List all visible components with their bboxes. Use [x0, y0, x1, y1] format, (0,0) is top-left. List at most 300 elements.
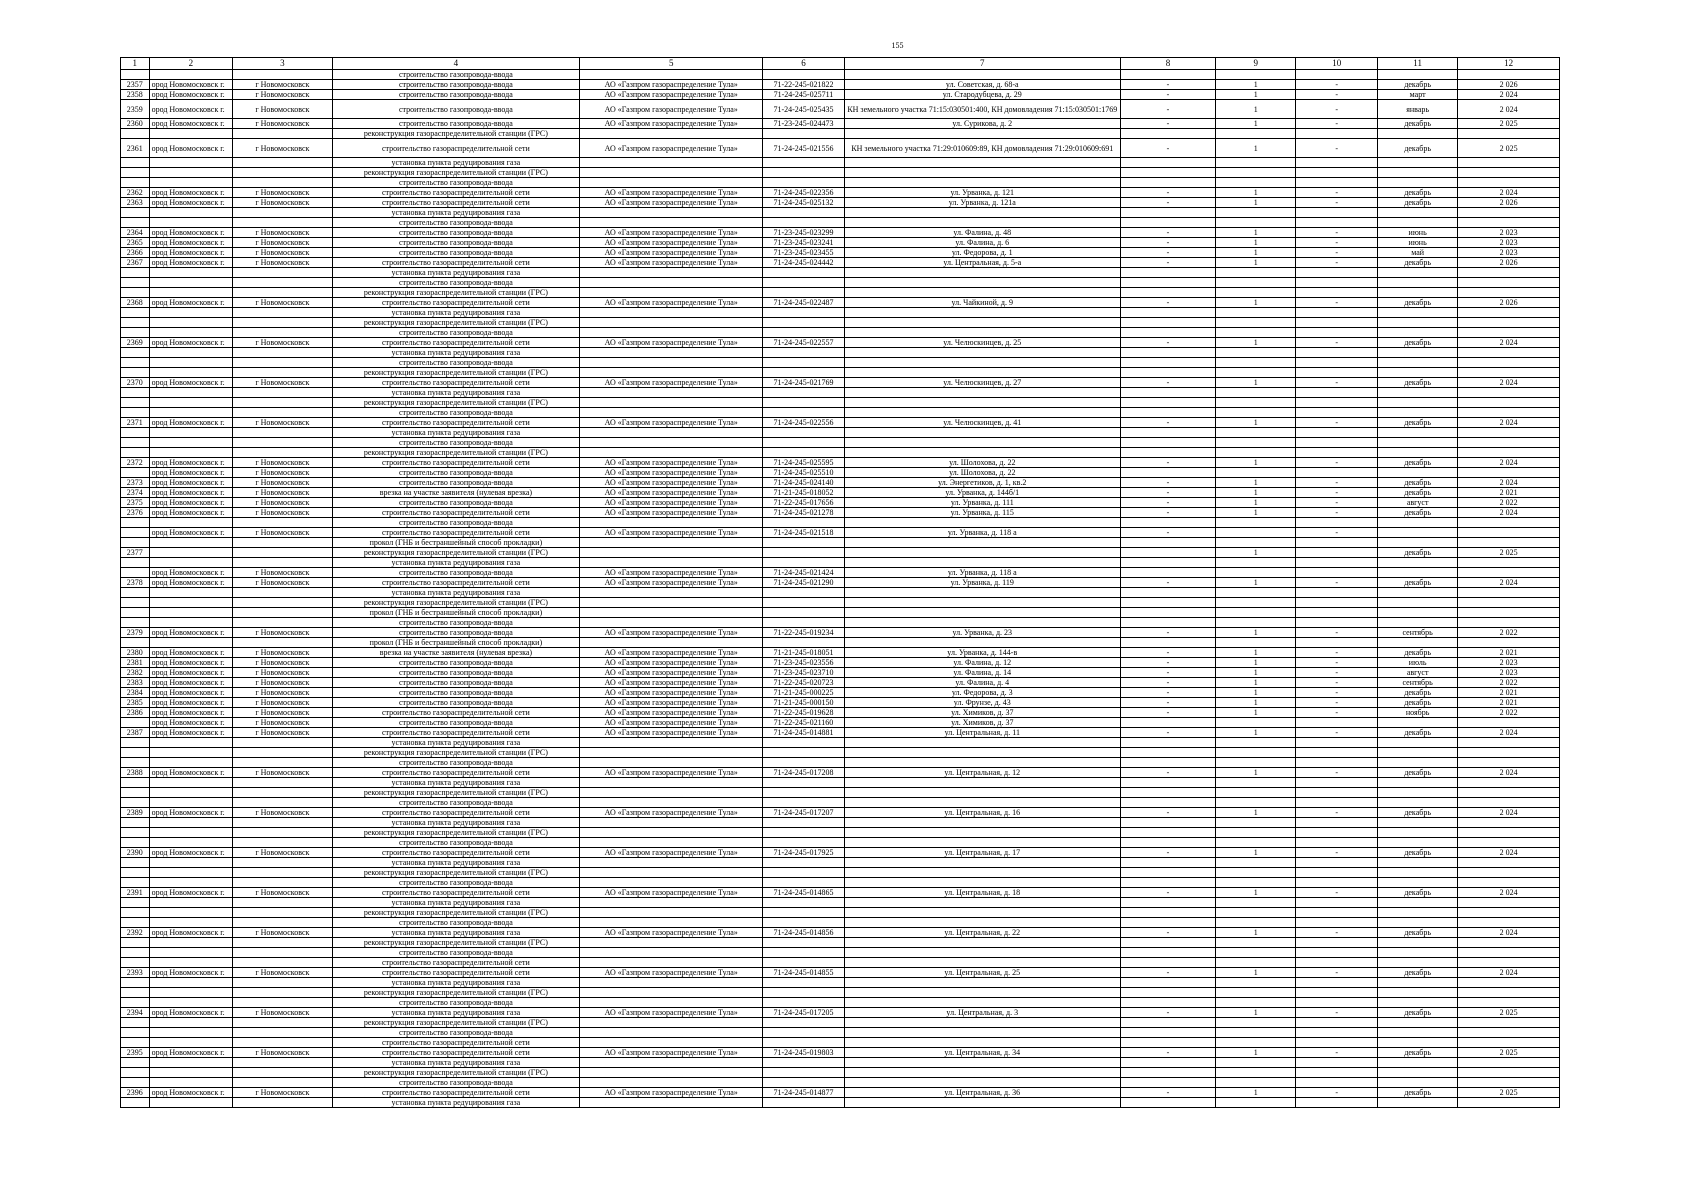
month-cell [1377, 818, 1457, 828]
row-number-cell [121, 518, 150, 528]
gdo-cell [580, 748, 763, 758]
col8-cell [1120, 218, 1215, 228]
application-number-cell: 71-24-245-024140 [763, 478, 844, 488]
address-cell [844, 1018, 1120, 1028]
application-number-cell [763, 518, 844, 528]
col8-cell: - [1120, 139, 1215, 158]
month-cell [1377, 878, 1457, 888]
count-cell: 1 [1216, 80, 1296, 90]
col10-cell [1296, 818, 1377, 828]
work-type-cell: реконструкция газораспределительной станции (ГРС) [332, 318, 580, 328]
year-cell [1458, 958, 1560, 968]
municipality-cell: ород Новомосковск г. [149, 228, 233, 238]
address-cell [844, 158, 1120, 168]
gdo-cell [580, 1038, 763, 1048]
work-type-cell: реконструкция газораспределительной станции (ГРС) [332, 788, 580, 798]
year-cell: 2 024 [1458, 578, 1560, 588]
settlement-cell: г Новомосковск [233, 728, 332, 738]
col10-cell: - [1296, 198, 1377, 208]
col10-cell [1296, 218, 1377, 228]
year-cell: 2 024 [1458, 928, 1560, 938]
month-cell [1377, 988, 1457, 998]
application-number-cell: 71-24-245-022356 [763, 188, 844, 198]
year-cell: 2 024 [1458, 188, 1560, 198]
settlement-cell: г Новомосковск [233, 228, 332, 238]
month-cell [1377, 608, 1457, 618]
municipality-cell: ород Новомосковск г. [149, 498, 233, 508]
address-cell [844, 1068, 1120, 1078]
municipality-cell [149, 538, 233, 548]
count-cell [1216, 438, 1296, 448]
month-cell: декабрь [1377, 458, 1457, 468]
col10-cell [1296, 868, 1377, 878]
application-number-cell [763, 129, 844, 139]
col10-cell: - [1296, 678, 1377, 688]
column-header: 9 [1216, 58, 1296, 70]
address-cell [844, 898, 1120, 908]
year-cell [1458, 468, 1560, 478]
col10-cell [1296, 208, 1377, 218]
row-number-cell [121, 1098, 150, 1108]
month-cell: декабрь [1377, 578, 1457, 588]
municipality-cell: ород Новомосковск г. [149, 119, 233, 129]
month-cell: декабрь [1377, 928, 1457, 938]
application-number-cell [763, 1038, 844, 1048]
column-header: 2 [149, 58, 233, 70]
gdo-cell: АО «Газпром газораспределение Тула» [580, 848, 763, 858]
col8-cell [1120, 778, 1215, 788]
address-cell [844, 70, 1120, 80]
month-cell: декабрь [1377, 478, 1457, 488]
month-cell [1377, 208, 1457, 218]
count-cell [1216, 998, 1296, 1008]
month-cell: декабрь [1377, 1048, 1457, 1058]
settlement-cell [233, 898, 332, 908]
address-cell: ул. Фалина, д. 48 [844, 228, 1120, 238]
municipality-cell [149, 1078, 233, 1088]
row-number-cell [121, 538, 150, 548]
address-cell: ул. Центральная, д. 34 [844, 1048, 1120, 1058]
col10-cell: - [1296, 968, 1377, 978]
application-number-cell [763, 1098, 844, 1108]
table-row [121, 1088, 1560, 1098]
work-type-cell: строительство газопровода-ввода [332, 408, 580, 418]
col8-cell: - [1120, 1008, 1215, 1018]
application-number-cell: 71-21-245-000225 [763, 688, 844, 698]
work-type-cell: строительство газопровода-ввода [332, 948, 580, 958]
gdo-cell [580, 958, 763, 968]
address-cell: ул. Центральная, д. 16 [844, 808, 1120, 818]
work-type-cell: строительство газопровода-ввода [332, 218, 580, 228]
row-number-cell [121, 1018, 150, 1028]
col8-cell: - [1120, 119, 1215, 129]
col10-cell [1296, 398, 1377, 408]
col10-cell: - [1296, 298, 1377, 308]
gdo-cell [580, 588, 763, 598]
table-row [121, 358, 1560, 368]
gdo-cell: АО «Газпром газораспределение Тула» [580, 188, 763, 198]
row-number-cell [121, 938, 150, 948]
col8-cell [1120, 948, 1215, 958]
year-cell: 2 024 [1458, 848, 1560, 858]
work-type-cell: установка пункта редуцирования газа [332, 558, 580, 568]
year-cell: 2 025 [1458, 548, 1560, 558]
col8-cell [1120, 129, 1215, 139]
year-cell [1458, 1028, 1560, 1038]
gdo-cell: АО «Газпром газораспределение Тула» [580, 508, 763, 518]
work-type-cell: реконструкция газораспределительной станции (ГРС) [332, 448, 580, 458]
municipality-cell: ород Новомосковск г. [149, 578, 233, 588]
municipality-cell [149, 838, 233, 848]
gdo-cell: АО «Газпром газораспределение Тула» [580, 468, 763, 478]
month-cell: декабрь [1377, 488, 1457, 498]
municipality-cell [149, 218, 233, 228]
application-number-cell: 71-24-245-021290 [763, 578, 844, 588]
application-number-cell: 71-22-245-020723 [763, 678, 844, 688]
month-cell: декабрь [1377, 768, 1457, 778]
table-row [121, 1058, 1560, 1068]
application-number-cell [763, 838, 844, 848]
col10-cell [1296, 618, 1377, 628]
application-number-cell [763, 988, 844, 998]
count-cell: 1 [1216, 578, 1296, 588]
month-cell [1377, 438, 1457, 448]
table-row [121, 398, 1560, 408]
row-number-cell: 2364 [121, 228, 150, 238]
count-cell [1216, 1018, 1296, 1028]
address-cell [844, 638, 1120, 648]
municipality-cell [149, 70, 233, 80]
year-cell [1458, 868, 1560, 878]
address-cell: ул. Центральная, д. 18 [844, 888, 1120, 898]
month-cell: декабрь [1377, 338, 1457, 348]
col8-cell: - [1120, 698, 1215, 708]
settlement-cell [233, 129, 332, 139]
application-number-cell [763, 70, 844, 80]
month-cell: декабрь [1377, 808, 1457, 818]
row-number-cell [121, 558, 150, 568]
row-number-cell: 2370 [121, 378, 150, 388]
application-number-cell: 71-23-245-023299 [763, 228, 844, 238]
row-number-cell [121, 608, 150, 618]
col8-cell [1120, 558, 1215, 568]
work-type-cell: строительство газопровода-ввода [332, 358, 580, 368]
year-cell [1458, 1038, 1560, 1048]
year-cell [1458, 168, 1560, 178]
row-number-cell: 2394 [121, 1008, 150, 1018]
gdo-cell [580, 168, 763, 178]
address-cell [844, 778, 1120, 788]
table-row [121, 238, 1560, 248]
work-type-cell: строительство газопровода-ввода [332, 468, 580, 478]
settlement-cell [233, 1028, 332, 1038]
row-number-cell: 2368 [121, 298, 150, 308]
column-header: 8 [1120, 58, 1215, 70]
municipality-cell [149, 518, 233, 528]
application-number-cell: 71-21-245-018051 [763, 648, 844, 658]
work-type-cell: установка пункта редуцирования газа [332, 268, 580, 278]
month-cell [1377, 1018, 1457, 1028]
row-number-cell [121, 448, 150, 458]
work-type-cell: реконструкция газораспределительной станции (ГРС) [332, 908, 580, 918]
column-header: 12 [1458, 58, 1560, 70]
count-cell: 1 [1216, 768, 1296, 778]
table-row [121, 338, 1560, 348]
month-cell [1377, 468, 1457, 478]
address-cell [844, 878, 1120, 888]
application-number-cell [763, 618, 844, 628]
count-cell [1216, 938, 1296, 948]
settlement-cell: г Новомосковск [233, 568, 332, 578]
gdo-cell [580, 438, 763, 448]
month-cell: декабрь [1377, 1008, 1457, 1018]
work-type-cell: реконструкция газораспределительной станции (ГРС) [332, 868, 580, 878]
settlement-cell [233, 538, 332, 548]
municipality-cell: ород Новомосковск г. [149, 458, 233, 468]
municipality-cell: ород Новомосковск г. [149, 139, 233, 158]
col8-cell [1120, 1068, 1215, 1078]
month-cell [1377, 408, 1457, 418]
application-number-cell [763, 388, 844, 398]
application-number-cell: 71-23-245-023241 [763, 238, 844, 248]
gdo-cell [580, 268, 763, 278]
month-cell [1377, 168, 1457, 178]
month-cell [1377, 268, 1457, 278]
col8-cell: - [1120, 458, 1215, 468]
work-type-cell: строительство газораспределительной сети [332, 708, 580, 718]
table-row [121, 758, 1560, 768]
table-row [121, 218, 1560, 228]
col8-cell [1120, 1078, 1215, 1088]
settlement-cell: г Новомосковск [233, 1048, 332, 1058]
table-row [121, 528, 1560, 538]
row-number-cell: 2381 [121, 658, 150, 668]
work-type-cell: установка пункта редуцирования газа [332, 388, 580, 398]
table-row [121, 158, 1560, 168]
column-header: 10 [1296, 58, 1377, 70]
month-cell: май [1377, 248, 1457, 258]
table-row [121, 698, 1560, 708]
address-cell [844, 788, 1120, 798]
year-cell [1458, 748, 1560, 758]
table-row [121, 438, 1560, 448]
work-type-cell: строительство газопровода-ввода [332, 998, 580, 1008]
table-row [121, 1018, 1560, 1028]
col10-cell [1296, 758, 1377, 768]
municipality-cell: ород Новомосковск г. [149, 418, 233, 428]
municipality-cell [149, 328, 233, 338]
year-cell: 2 021 [1458, 648, 1560, 658]
col8-cell [1120, 958, 1215, 968]
month-cell [1377, 998, 1457, 1008]
table-row [121, 408, 1560, 418]
count-cell: 1 [1216, 248, 1296, 258]
count-cell [1216, 1028, 1296, 1038]
address-cell: ул. Урванка, д. 118 а [844, 528, 1120, 538]
column-header: 3 [233, 58, 332, 70]
count-cell: 1 [1216, 100, 1296, 119]
col10-cell [1296, 568, 1377, 578]
application-number-cell: 71-24-245-017207 [763, 808, 844, 818]
count-cell [1216, 538, 1296, 548]
work-type-cell: реконструкция газораспределительной станции (ГРС) [332, 828, 580, 838]
settlement-cell: г Новомосковск [233, 848, 332, 858]
count-cell [1216, 408, 1296, 418]
table-row [121, 168, 1560, 178]
month-cell [1377, 318, 1457, 328]
table-row [121, 139, 1560, 158]
address-cell: ул. Урванка, д. 119 [844, 578, 1120, 588]
settlement-cell: г Новомосковск [233, 418, 332, 428]
year-cell: 2 023 [1458, 658, 1560, 668]
month-cell [1377, 1028, 1457, 1038]
table-row [121, 898, 1560, 908]
row-number-cell [121, 828, 150, 838]
col8-cell: - [1120, 90, 1215, 100]
col8-cell: - [1120, 1088, 1215, 1098]
municipality-cell: ород Новомосковск г. [149, 688, 233, 698]
count-cell: 1 [1216, 698, 1296, 708]
application-number-cell: 71-24-245-021424 [763, 568, 844, 578]
count-cell: 1 [1216, 198, 1296, 208]
col8-cell [1120, 998, 1215, 1008]
gdo-cell: АО «Газпром газораспределение Тула» [580, 768, 763, 778]
address-cell [844, 408, 1120, 418]
settlement-cell [233, 438, 332, 448]
municipality-cell: ород Новомосковск г. [149, 928, 233, 938]
count-cell [1216, 838, 1296, 848]
row-number-cell [121, 398, 150, 408]
municipality-cell: ород Новомосковск г. [149, 888, 233, 898]
gdo-cell [580, 598, 763, 608]
work-type-cell: строительство газораспределительной сети [332, 139, 580, 158]
col10-cell: - [1296, 768, 1377, 778]
table-row [121, 1078, 1560, 1088]
row-number-cell: 2361 [121, 139, 150, 158]
gdo-cell [580, 1098, 763, 1108]
application-number-cell: 71-22-245-017656 [763, 498, 844, 508]
row-number-cell [121, 868, 150, 878]
settlement-cell [233, 948, 332, 958]
application-number-cell [763, 608, 844, 618]
row-number-cell [121, 268, 150, 278]
municipality-cell [149, 308, 233, 318]
col8-cell [1120, 1098, 1215, 1108]
col10-cell [1296, 1058, 1377, 1068]
municipality-cell: ород Новомосковск г. [149, 808, 233, 818]
settlement-cell [233, 958, 332, 968]
month-cell [1377, 558, 1457, 568]
gdo-cell [580, 998, 763, 1008]
year-cell [1458, 518, 1560, 528]
col10-cell [1296, 308, 1377, 318]
work-type-cell: строительство газопровода-ввода [332, 328, 580, 338]
settlement-cell: г Новомосковск [233, 928, 332, 938]
month-cell: декабрь [1377, 119, 1457, 129]
month-cell [1377, 588, 1457, 598]
row-number-cell [121, 408, 150, 418]
year-cell: 2 025 [1458, 1008, 1560, 1018]
gdo-cell [580, 758, 763, 768]
address-cell [844, 129, 1120, 139]
municipality-cell: ород Новомосковск г. [149, 238, 233, 248]
work-type-cell: строительство газораспределительной сети [332, 1038, 580, 1048]
row-number-cell: 2389 [121, 808, 150, 818]
table-row [121, 938, 1560, 948]
municipality-cell [149, 778, 233, 788]
gdo-cell [580, 1028, 763, 1038]
gdo-cell [580, 988, 763, 998]
address-cell: ул. Урванка, д. 115 [844, 508, 1120, 518]
work-type-cell: строительство газопровода-ввода [332, 100, 580, 119]
count-cell [1216, 828, 1296, 838]
row-number-cell [121, 898, 150, 908]
row-number-cell: 2373 [121, 478, 150, 488]
application-number-cell: 71-24-245-025711 [763, 90, 844, 100]
settlement-cell [233, 998, 332, 1008]
address-cell: ул. Урванка, д. 144б/1 [844, 488, 1120, 498]
address-cell: ул. Урванка, д. 121а [844, 198, 1120, 208]
month-cell [1377, 858, 1457, 868]
row-number-cell: 2388 [121, 768, 150, 778]
settlement-cell [233, 638, 332, 648]
application-number-cell: 71-24-245-014877 [763, 1088, 844, 1098]
month-cell: декабрь [1377, 188, 1457, 198]
count-cell [1216, 1098, 1296, 1108]
gdo-cell: АО «Газпром газораспределение Тула» [580, 718, 763, 728]
settlement-cell [233, 428, 332, 438]
work-type-cell: строительство газораспределительной сети [332, 338, 580, 348]
settlement-cell [233, 988, 332, 998]
month-cell [1377, 1038, 1457, 1048]
month-cell: декабрь [1377, 888, 1457, 898]
settlement-cell: г Новомосковск [233, 139, 332, 158]
application-number-cell [763, 918, 844, 928]
work-type-cell: строительство газопровода-ввода [332, 758, 580, 768]
settlement-cell: г Новомосковск [233, 258, 332, 268]
work-type-cell: строительство газопровода-ввода [332, 238, 580, 248]
settlement-cell [233, 838, 332, 848]
row-number-cell: 2387 [121, 728, 150, 738]
gdo-cell: АО «Газпром газораспределение Тула» [580, 119, 763, 129]
count-cell: 1 [1216, 488, 1296, 498]
row-number-cell: 2372 [121, 458, 150, 468]
settlement-cell [233, 908, 332, 918]
count-cell: 1 [1216, 968, 1296, 978]
row-number-cell: 2377 [121, 548, 150, 558]
gdo-cell [580, 918, 763, 928]
row-number-cell [121, 918, 150, 928]
settlement-cell [233, 348, 332, 358]
address-cell [844, 818, 1120, 828]
gdo-cell: АО «Газпром газораспределение Тула» [580, 228, 763, 238]
col8-cell [1120, 878, 1215, 888]
application-number-cell: 71-24-245-025132 [763, 198, 844, 208]
work-type-cell: установка пункта редуцирования газа [332, 208, 580, 218]
settlement-cell [233, 398, 332, 408]
table-row [121, 318, 1560, 328]
month-cell: декабрь [1377, 848, 1457, 858]
row-number-cell [121, 858, 150, 868]
work-type-cell: строительство газопровода-ввода [332, 658, 580, 668]
count-cell [1216, 288, 1296, 298]
municipality-cell [149, 438, 233, 448]
month-cell: август [1377, 668, 1457, 678]
work-type-cell: врезка на участке заявителя (нулевая врезка) [332, 488, 580, 498]
col10-cell [1296, 1038, 1377, 1048]
application-number-cell [763, 438, 844, 448]
col8-cell [1120, 828, 1215, 838]
